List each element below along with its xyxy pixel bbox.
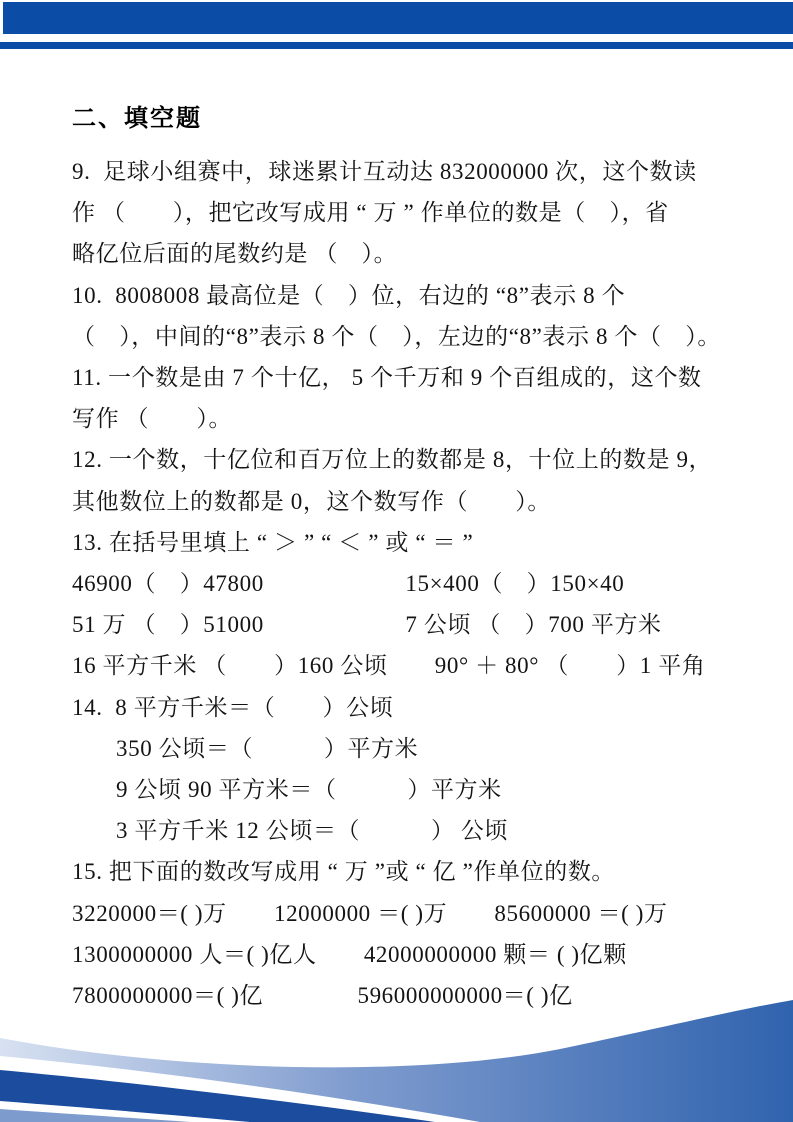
question-15-row-2: 1300000000 人＝( )亿人 42000000000 颗＝ ( )亿颗 [72,941,627,967]
question-15-intro: 15. 把下面的数改写成用 “ 万 ”或 “ 亿 ”作单位的数。 [72,859,616,885]
question-13-row-1: 46900（ ）47800 15×400（ ）150×40 [72,571,625,597]
section-title: 二、填空题 [72,106,202,132]
question-10-line-1: 10. 8008008 最高位是（ ）位，右边的 “8”表示 8 个 [72,282,626,308]
question-11-line-2: 写作 （ ）。 [72,406,233,432]
question-9-line-3: 略亿位后面的尾数约是 （ ）。 [72,241,398,267]
question-14-item-2: 9 公顷 90 平方米＝（ ）平方米 [116,777,502,803]
question-14-item-3: 3 平方千米 12 公顷＝（ ） 公顷 [116,818,509,844]
header-rule [0,42,793,49]
footer-wave-decoration [0,998,793,1122]
question-10-line-2: （ ），中间的“8”表示 8 个（ ），左边的“8”表示 8 个（ ）。 [72,323,721,349]
question-12-line-1: 12. 一个数，十亿位和百万位上的数都是 8，十位上的数是 9， [72,447,713,473]
question-9-line-2: 作 （ ），把它改写成用 “ 万 ” 作单位的数是（ ），省 [72,200,669,226]
header-band [3,2,793,34]
question-14-lead: 14. 8 平方千米＝（ ）公顷 [72,694,394,720]
question-13-intro: 13. 在括号里填上 “ ＞ ” “ ＜ ” 或 “ ＝ ” [72,529,474,555]
question-15-row-3: 7800000000＝( )亿 596000000000＝( )亿 [72,983,573,1009]
question-11-line-1: 11. 一个数是由 7 个十亿， 5 个千万和 9 个百组成的，这个数 [72,365,702,391]
worksheet-content [72,98,742,1016]
question-12-line-2: 其他数位上的数都是 0，这个数写作（ ）。 [72,488,551,514]
question-9-line-1: 9. 足球小组赛中，球迷累计互动达 832000000 次，这个数读 [72,159,697,184]
question-15-row-1: 3220000＝( )万 12000000 ＝( )万 85600000 ＝( )万 [72,900,668,926]
question-14-item-1: 350 公顷＝（ ）平方米 [116,735,419,761]
question-13-row-3: 16 平方千米 （ ）160 公顷 90° ＋ 80° （ ）1 平角 [72,653,706,679]
question-13-row-2: 51 万 （ ）51000 7 公顷 （ ）700 平方米 [72,612,662,638]
